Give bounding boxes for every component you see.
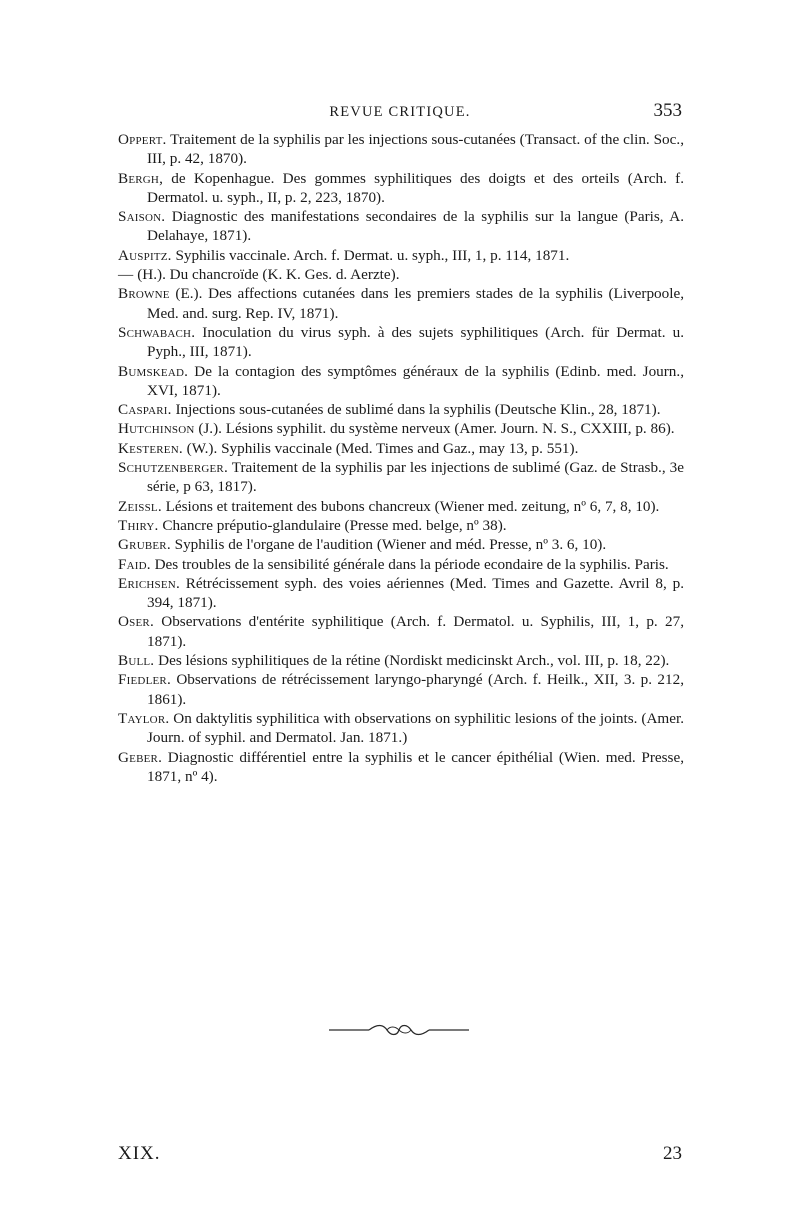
entry-text: Rétrécissement syph. des voies aériennes (Med. Times and Gazette. Avril 8, p. 394, 1871). xyxy=(147,574,684,612)
entry-author: Caspari. xyxy=(118,401,172,419)
bibliography-entry xyxy=(118,246,684,265)
entry-text: Traitement de la syphilis par les injections de sublimé (Gaz. de Strasb., 3e série, p 63, 1817). xyxy=(147,459,684,496)
entry-author: Fiedler. xyxy=(118,671,171,689)
bibliography-entry xyxy=(118,400,684,419)
entry-author: Taylor. xyxy=(118,709,170,727)
bibliography-entry xyxy=(118,612,684,651)
entry-author: Oppert. xyxy=(118,131,167,148)
bibliography-entry xyxy=(118,130,684,169)
entry-text: Observations d'entérite syphilitique (Arch. f. Dermatol. u. Syphilis, III, 1, p. 27, 1871). xyxy=(147,613,684,650)
entry-author: Gruber. xyxy=(118,536,171,554)
entry-author: Bergh, xyxy=(118,169,164,187)
bibliography-entry xyxy=(118,362,684,401)
entry-text: (E.). Des affections cutanées dans les premiers stades de la syphilis (Liverpoole, Med. and. surg. Rep. IV, 1871). xyxy=(147,285,684,322)
entry-text: Syphilis vaccinale. Arch. f. Dermat. u. syph., III, 1, p. 114, 1871. xyxy=(171,246,570,264)
entry-author: Schutzenberger. xyxy=(118,459,228,477)
running-header xyxy=(0,102,800,126)
bibliography-entry xyxy=(118,169,684,208)
entry-text: Diagnostic différentiel entre la syphilis et le cancer épithélial (Wien. med. Presse, 1871, nº 4). xyxy=(147,748,684,785)
bibliography-entry xyxy=(118,284,684,323)
entry-text: de Kopenhague. Des gommes syphilitiques des doigts et des orteils (Arch. f. Dermatol. u. syph., II, p. 2, 223, 1870). xyxy=(147,169,684,206)
entry-author: Oser. xyxy=(118,613,154,631)
running-title: REVUE CRITIQUE. xyxy=(329,104,471,120)
bibliography-entry xyxy=(118,574,684,613)
entry-author: Browne xyxy=(118,285,170,303)
bibliography-entry xyxy=(118,709,684,748)
bibliography-entry xyxy=(118,207,684,246)
entry-text: Des lésions syphilitiques de la rétine (Nordiskt medicinskt Arch., vol. III, p. 18, 22). xyxy=(154,652,670,670)
page-number: 353 xyxy=(653,100,682,121)
entry-author: Bull. xyxy=(118,652,155,670)
entry-text: Des troubles de la sensibilité générale dans la période econdaire de la syphilis. Paris. xyxy=(150,555,669,573)
entry-author: Geber. xyxy=(118,748,163,766)
bibliography-entry xyxy=(118,535,684,554)
entry-author: Zeissl. xyxy=(118,497,162,515)
entry-author: Auspitz. xyxy=(118,246,172,264)
entry-author: Thiry. xyxy=(118,516,159,534)
ornamental-rule xyxy=(329,1022,469,1038)
entry-author: Saison. xyxy=(118,208,166,226)
entry-text: (H.). Du chancroïde (K. K. Ges. d. Aerzte). xyxy=(133,266,400,284)
entry-author: — xyxy=(118,266,134,284)
entry-text: Observations de rétrécissement laryngo-pharyngé (Arch. f. Heilk., XII, 3. p. 212, 1861). xyxy=(147,671,684,708)
bibliography-entry xyxy=(118,555,684,574)
entry-text: Diagnostic des manifestations secondaires de la syphilis sur la langue (Paris, A. Delahaye, 1871). xyxy=(147,208,684,245)
entry-text: (W.). Syphilis vaccinale (Med. Times and Gaz., may 13, p. 551). xyxy=(182,439,579,457)
bibliography-entry xyxy=(118,497,684,516)
entry-text: Inoculation du virus syph. à des sujets syphilitiques (Arch. für Dermat. u. Pyph., III, 1871). xyxy=(147,323,684,361)
bibliography-entry xyxy=(118,458,684,497)
bibliography-entry xyxy=(118,265,684,284)
entry-text: De la contagion des symptômes généraux de la syphilis (Edinb. med. Journ., XVI, 1871). xyxy=(147,362,684,399)
entry-text: On daktylitis syphilitica with observations on syphilitic lesions of the joints. (Amer. Journ. of syphil. and Dermatol. Jan. 1871.) xyxy=(147,709,684,747)
entry-text: Traitement de la syphilis par les injections sous-cutanées (Transact. of the clin. Soc., III, p. 42, 1870). xyxy=(147,131,684,168)
bibliography-list xyxy=(118,130,684,786)
entry-text: Lésions et traitement des bubons chancreux (Wiener med. zeitung, nº 6, 7, 8, 10). xyxy=(161,497,660,515)
signature-mark: XIX. xyxy=(118,1143,161,1164)
entry-text: (J.). Lésions syphilit. du système nerveux (Amer. Journ. N. S., CXXIII, p. 86). xyxy=(194,420,675,438)
entry-text: Injections sous-cutanées de sublimé dans la syphilis (Deutsche Klin., 28, 1871). xyxy=(171,401,661,419)
bibliography-entry xyxy=(118,323,684,362)
bibliography-entry xyxy=(118,419,684,438)
bibliography-entry xyxy=(118,651,684,670)
bibliography-entry xyxy=(118,670,684,709)
entry-author: Erichsen. xyxy=(118,574,180,592)
entry-text: Syphilis de l'organe de l'audition (Wiener and méd. Presse, nº 3. 6, 10). xyxy=(170,536,607,554)
entry-author: Kesteren. xyxy=(118,439,183,457)
bibliography-entry xyxy=(118,439,684,458)
bibliography-entry xyxy=(118,516,684,535)
entry-author: Hutchinson xyxy=(118,420,195,438)
entry-author: Bumskead. xyxy=(118,362,189,380)
entry-author: Faid. xyxy=(118,555,151,573)
entry-author: Schwabach. xyxy=(118,323,196,341)
entry-text: Chancre préputio-glandulaire (Presse med. belge, nº 38). xyxy=(158,516,507,534)
sheet-number: 23 xyxy=(663,1143,682,1164)
bibliography-entry xyxy=(118,748,684,787)
